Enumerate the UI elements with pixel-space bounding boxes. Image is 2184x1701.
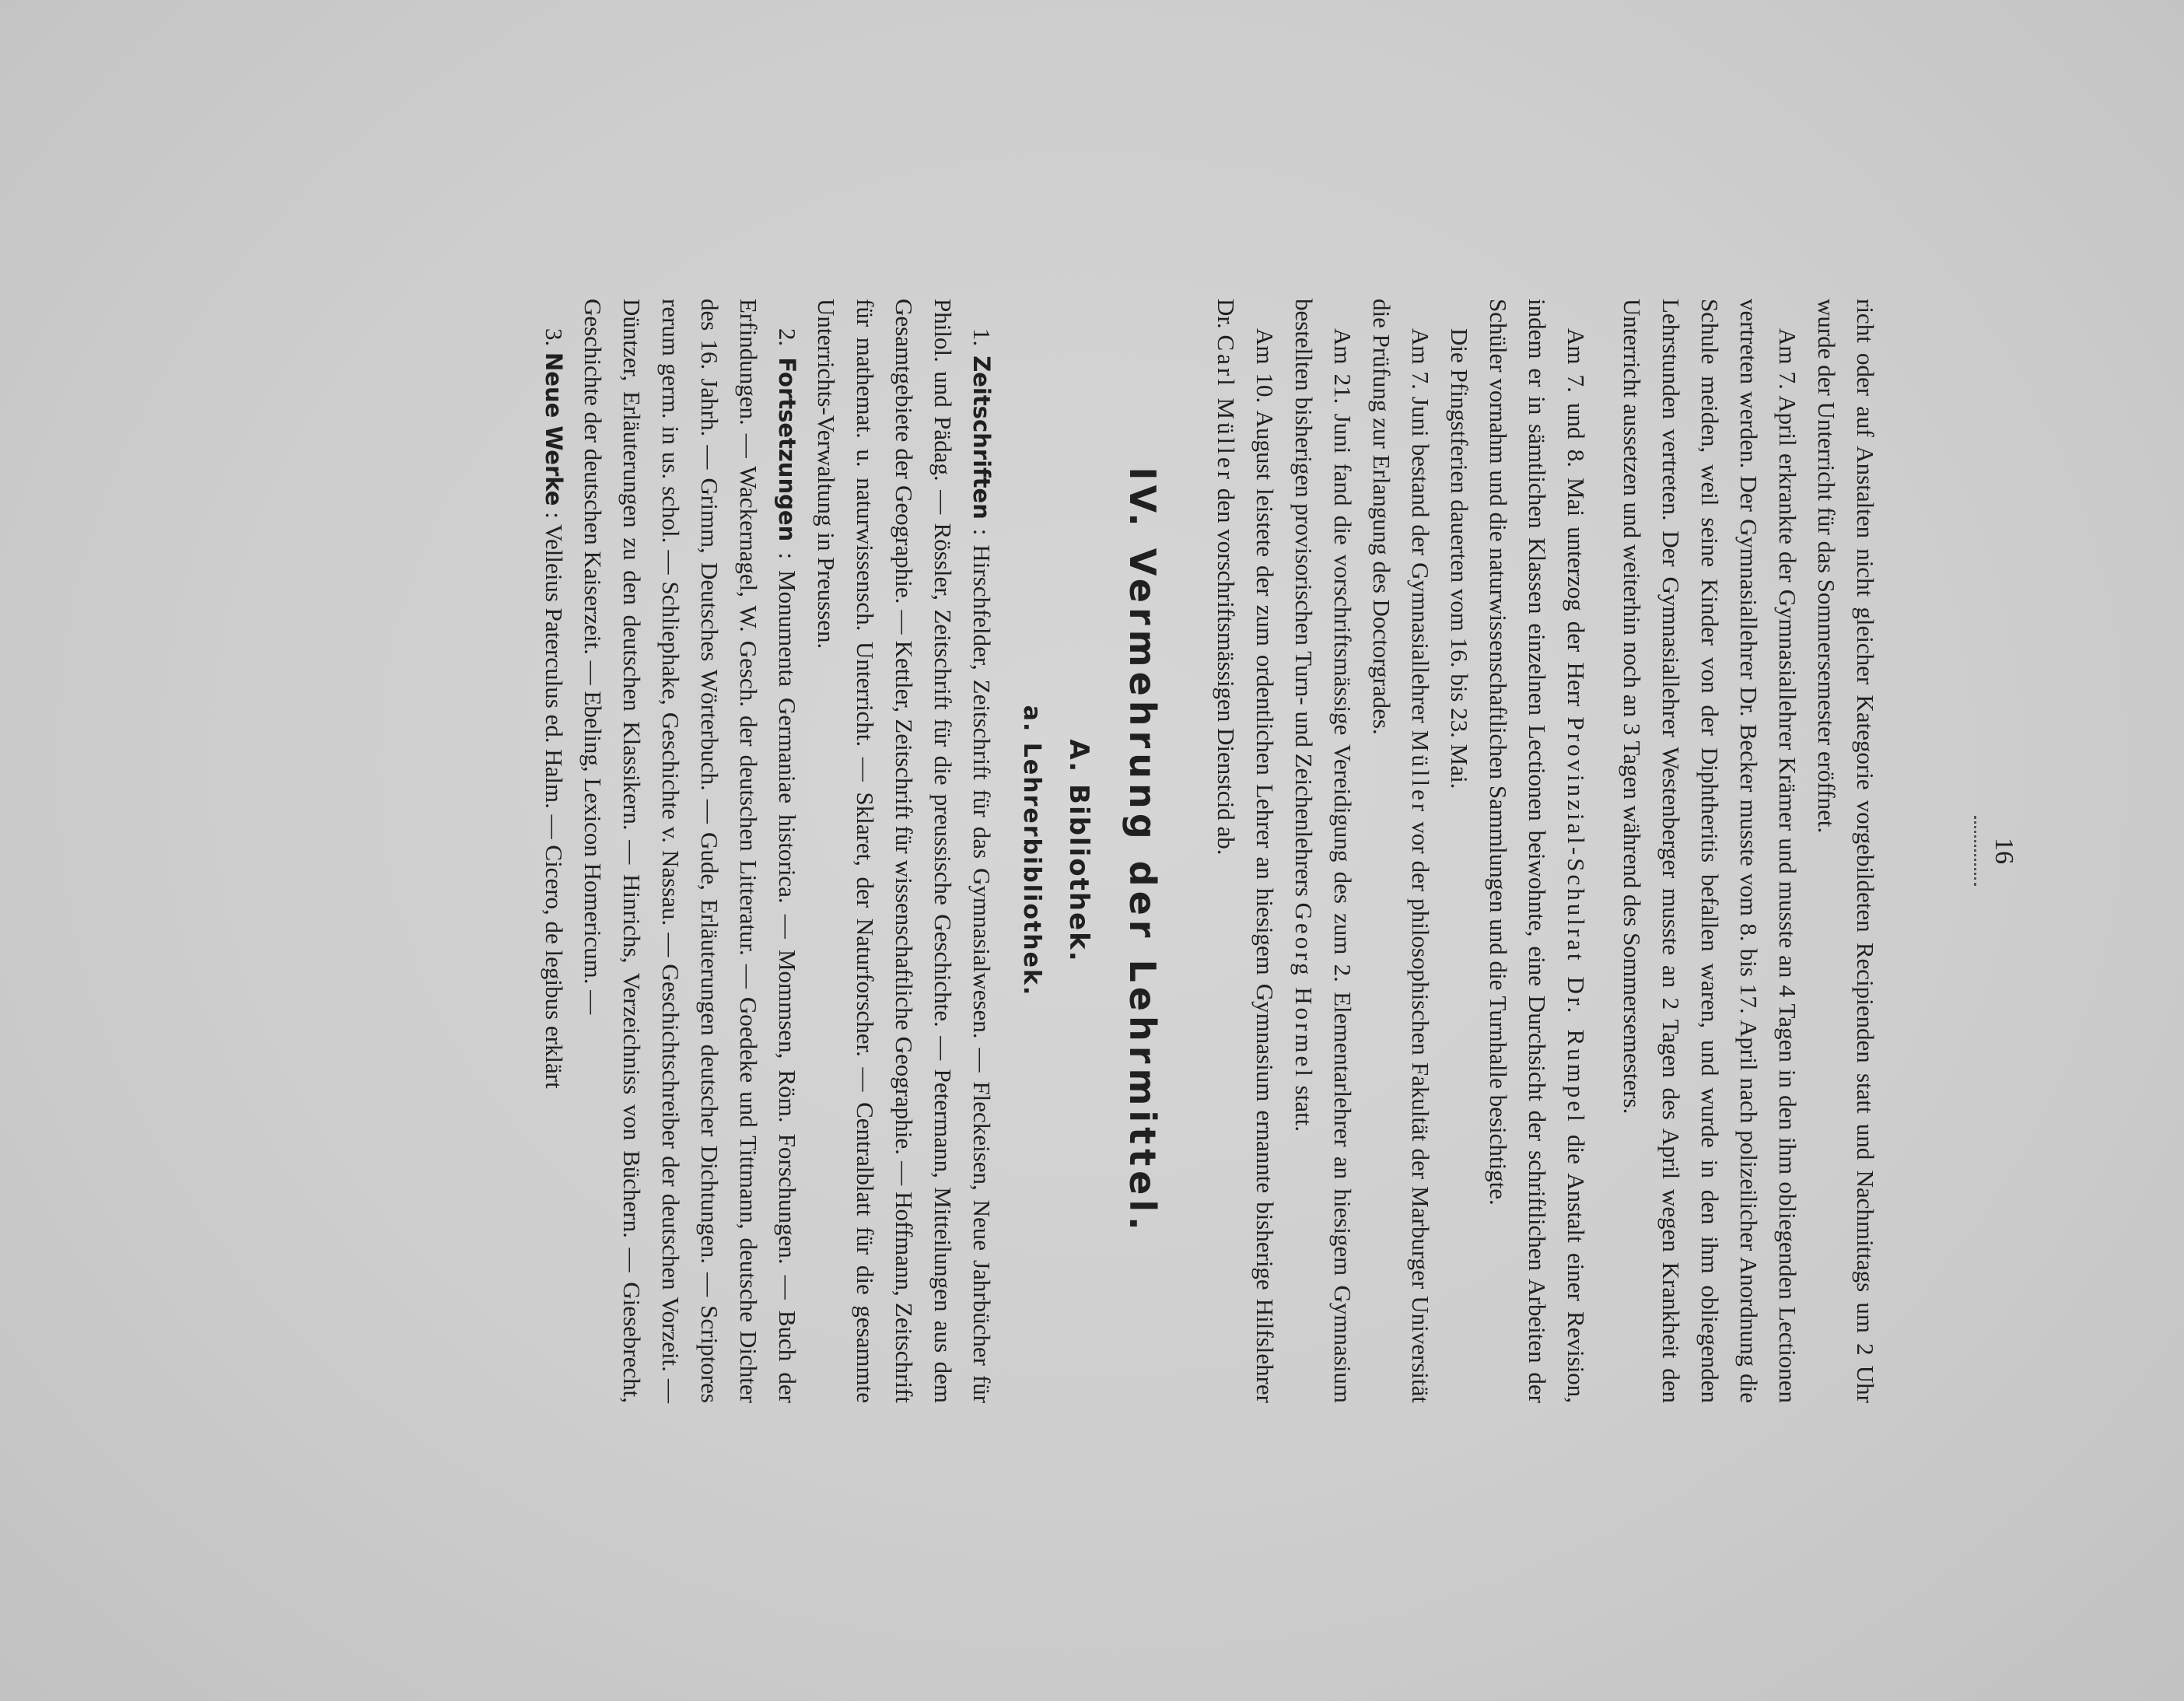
aug-text-before: Am 10. August leistete der zum ordentlichen Lehrer an hiesigem Gymnasium ernannte bisherige Hilfslehrer Dr. — [1213, 299, 1279, 1403]
item-text: : Hirschfelder, Zeitschrift für das Gymnasialwesen. — Fleckeisen, Neue Jahrbücher für Philol. und Pädag. — Rössler, Zeitschrift für die preussische Geschichte. — Petermann, Mitteilungen aus dem Gesamtgebiete der Geographie. — Kettler, Zeitschrift für wissenschaftliche Geographie. — Hoffmann, Zeitschrift für mathemat. u. naturwissensch. Unterricht. — Sklaret, der Naturforscher. — Centralblatt für die gesammte Unterrichts-Verwaltung in Preussen. — [813, 299, 996, 1404]
subsection-bibliothek: A. Bibliothek. — [1063, 739, 1094, 963]
june21-text-before: Am 21. Juni fand die vorschriftsmässige Vereidigung des zum 2. Elementarlehrer an hiesigem Gymnasium bestellten bisherigen provisorischen Turn- und Zeichenlehrers — [1290, 299, 1356, 1403]
may-text-before: Am 7. und 8. Mai unterzog der Herr — [1563, 328, 1590, 717]
aug-text-after: den vorschriftsmässigen Dienstcid ab. — [1213, 482, 1240, 856]
june21-text-after: statt. — [1290, 1079, 1318, 1132]
document-page — [159, 96, 2025, 1605]
list-item-neue-werke — [534, 299, 573, 1403]
paragraph-june-7 — [1362, 299, 1440, 1403]
item-lead: Fortsetzungen — [774, 357, 800, 542]
item-lead: Zeitschriften — [968, 355, 995, 520]
june7-text-after: vor der philosophischen Fakultät der Marburger Universität die Prüfung zur Erlangung des Doctorgrades. — [1368, 299, 1434, 1403]
paragraph-gap — [1595, 299, 1612, 1403]
name-carl-mueller: Carl Müller — [1213, 334, 1240, 482]
may-text-after: die Anstalt einer Revision, indem er in sämtlichen Klassen einzelnen Lectionen beiwohnte, eine Durchsicht der schriftlichen Arbeiten der Schüler vornahm und die naturwissenschaftlichen Sammlungen und die Turnhalle besichtigte. — [1485, 299, 1590, 1403]
paragraph-may-revision — [1479, 299, 1595, 1403]
name-mueller: Müller — [1407, 730, 1434, 815]
name-schulrat: Provinzial-Schulrat Dr. Rumpel — [1563, 716, 1590, 1125]
section-title: IV. Vermehrung der Lehrmittel. — [1122, 467, 1164, 1235]
page-number-ornament — [1974, 816, 1983, 886]
item-text: : Velleius Paterculus ed. Halm. — Cicero, de legibus erklärt — [541, 512, 568, 1089]
paragraph-pfingstferien: Die Pfingstferien dauerten vom 16. bis 23. Mai. — [1446, 328, 1473, 789]
item-lead: Neue Werke — [541, 352, 567, 506]
name-hormel: Georg Hormel — [1290, 902, 1318, 1080]
list-item-fortsetzungen — [573, 299, 807, 1403]
paragraph-june-21 — [1284, 299, 1362, 1403]
item-number: 2. — [774, 328, 801, 347]
page-number: 16 — [1990, 838, 2018, 864]
paragraph-april: Am 7. April erkrankte der Gymnasiallehrer Krämer und musste an 4 Tagen in den ihm obliegenden Lectionen vertreten werden. Der Gymnasiallehrer Dr. Becker musste vom 8. bis 17. April nach polizeilicher Anordnung die Schule meiden, weil seine Kinder von der Diphtheritis befallen waren, und wurde in den ihm obliegenden Lehrstunden vertreten. Der Gymnasiallehrer Westenberger musste an 2 Tagen des April wegen Krankheit den Unterricht aussetzen und weiterhin noch an 3 Tagen während des Sommersemesters. — [1619, 299, 1801, 1403]
june7-text-before: Am 7. Juni bestand der Gymnasiallehrer — [1407, 328, 1434, 730]
list-item-zeitschriften — [807, 299, 1001, 1403]
item-number: 1. — [968, 328, 996, 347]
paragraph-continuation: richt oder auf Anstalten nicht gleicher Kategorie vorgebildeten Recipienden statt und Nachmittags um 2 Uhr wurde der Unterricht für das Sommersemester eröffnet. — [1813, 299, 1879, 1403]
subsection-lehrerbibliothek: a. Lehrerbibliothek. — [1018, 705, 1045, 997]
item-number: 3. — [541, 328, 568, 347]
item-text: : Monumenta Germaniae historica. — Mommsen, Röm. Forschungen. — Buch der Erfindungen. — Wackernagel, W. Gesch. der deutschen Litteratur. — Goedeke und Tittmann, deutsche Dichter des 16. Jahrh. — Grimm, Deutsches Wörterbuch. — Gude, Erläuterungen deutscher Dichtungen. — Scriptores rerum germ. in us. schol. — Schliephake, Geschichte v. Nassau. — Geschichtschreiber der deutschen Vorzeit. — Düntzer, Erläuterungen zu den deutschen Klassikern. — Hinrichs, Verzeichniss von Büchern. — Giesebrecht, Geschichte der deutschen Kaiserzeit. — Ebeling, Lexicon Homericum. — — [579, 299, 801, 1404]
paragraph-august-10 — [1206, 299, 1284, 1403]
